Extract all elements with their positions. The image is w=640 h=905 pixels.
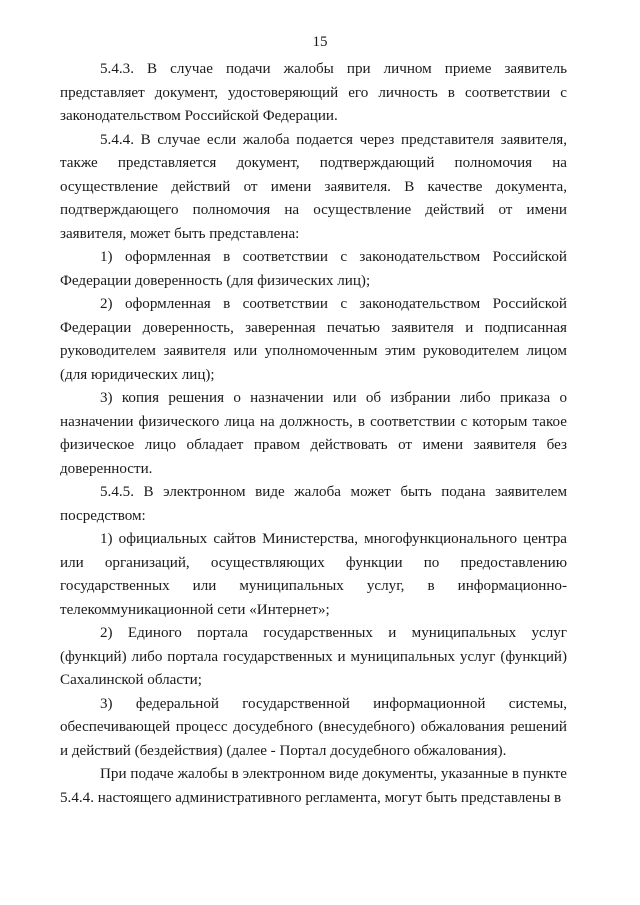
- document-body: [60, 58, 567, 810]
- page-number: 15: [312, 34, 328, 50]
- list-item-5-4-4-2: 2) оформленная в соответствии с законодательством Российской Федерации доверенность, заверенная печатью заявителя и подписанная руководителем заявителя или уполномоченным этим руководителем лицом (для юридических лиц);: [60, 296, 567, 383]
- list-item-5-4-5-2: 2) Единого портала государственных и муниципальных услуг (функций) либо портала государственных и муниципальных услуг (функций) Сахалинской области;: [60, 625, 567, 688]
- paragraph-5-4-5: 5.4.5. В электронном виде жалоба может быть подана заявителем посредством:: [60, 484, 567, 524]
- list-item-5-4-4-3: 3) копия решения о назначении или об избрании либо приказа о назначении физического лица на должность, в соответствии с которым такое физическое лицо обладает правом действовать от имени заявителя без доверенности.: [60, 390, 567, 477]
- paragraph-5-4-4: 5.4.4. В случае если жалоба подается через представителя заявителя, также представляется документ, подтверждающий полномочия на осуществление действий от имени заявителя. В качестве документа, подтверждающего полномочия на осуществление действий от имени заявителя, может быть представлена:: [60, 131, 567, 242]
- paragraph-5-4-3: 5.4.3. В случае подачи жалобы при личном приеме заявитель представляет документ, удостоверяющий его личность в соответствии с законодательством Российской Федерации.: [60, 61, 567, 124]
- list-item-5-4-5-3: 3) федеральной государственной информационной системы, обеспечивающей процесс досудебного (внесудебного) обжалования решений и действий (бездействия) (далее - Портал досудебного обжалования).: [60, 695, 567, 759]
- list-item-5-4-5-1: 1) официальных сайтов Министерства, многофункционального центра или организаций, осуществляющих функции по предоставлению государственных или муниципальных услуг, в информационно-телекоммуникационной сети «Интернет»;: [60, 531, 567, 618]
- list-item-5-4-4-1: 1) оформленная в соответствии с законодательством Российской Федерации доверенность (для физических лиц);: [60, 249, 567, 289]
- paragraph-electronic-submission: При подаче жалобы в электронном виде документы, указанные в пункте 5.4.4. настоящего административного регламента, могут быть представлены в: [60, 766, 567, 806]
